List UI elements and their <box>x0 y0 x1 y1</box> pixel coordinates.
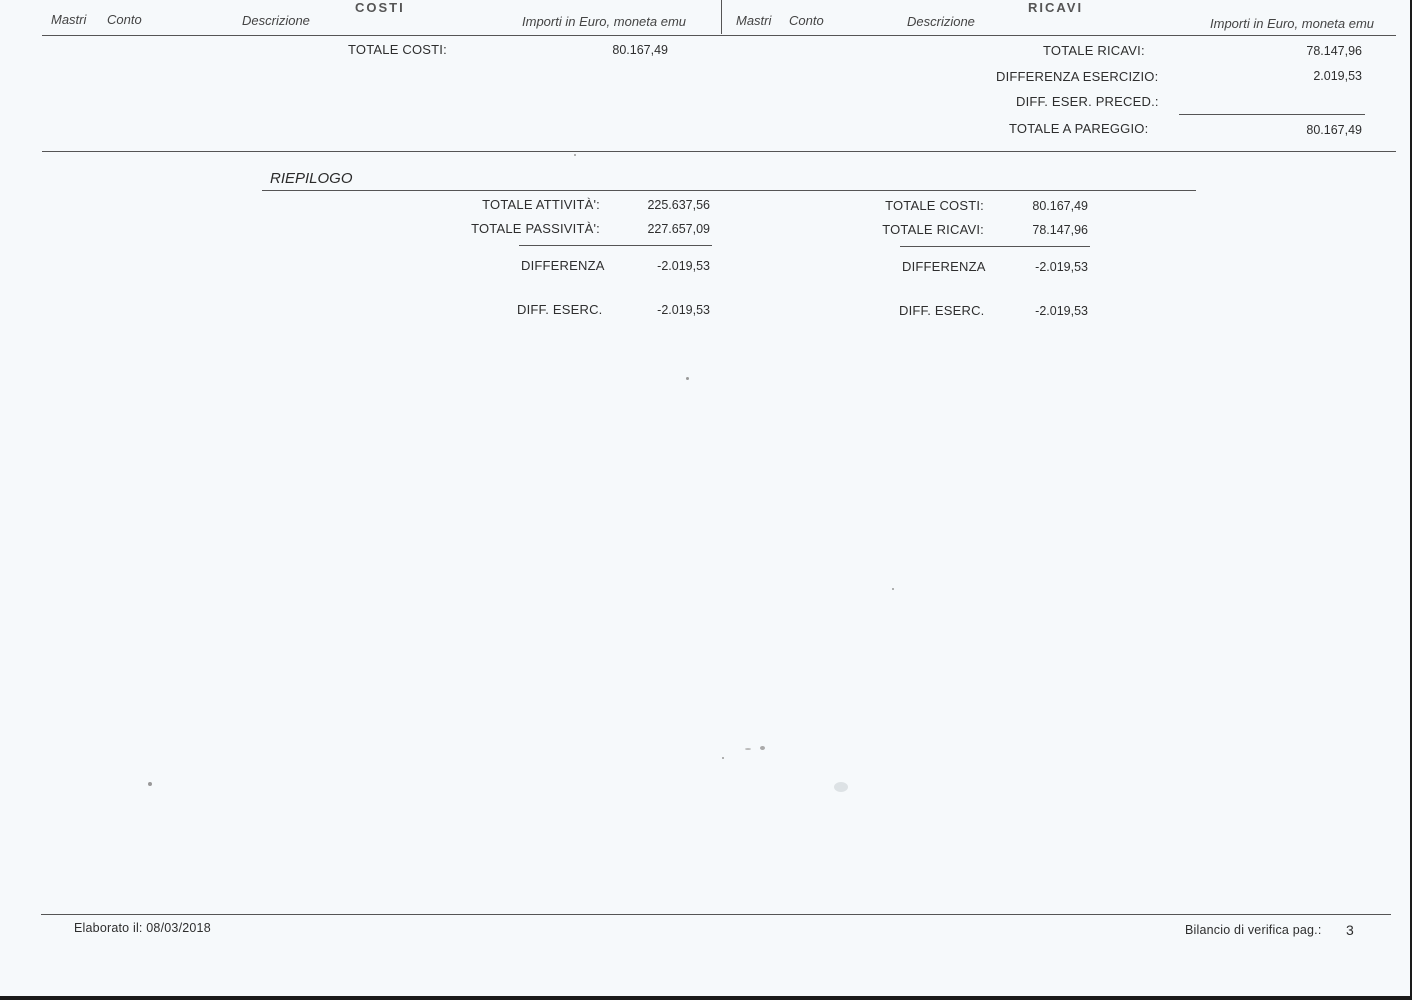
header-left-mastri: Mastri <box>51 12 87 27</box>
riepilogo-left-diff-eserc-value: -2.019,53 <box>657 303 710 317</box>
riepilogo-right-differenza-value: -2.019,53 <box>1035 260 1088 274</box>
scan-speck <box>722 757 724 759</box>
totale-pareggio-value: 80.167,49 <box>1306 123 1362 137</box>
riepilogo-attivita-label: TOTALE ATTIVITÀ': <box>482 197 600 212</box>
riepilogo-right-diff-eserc-value: -2.019,53 <box>1035 304 1088 318</box>
riepilogo-attivita-value: 225.637,56 <box>647 198 710 212</box>
scan-speck <box>892 588 894 590</box>
scan-speck <box>148 782 152 786</box>
scan-speck <box>574 154 576 156</box>
riepilogo-left-diff-eserc-label: DIFF. ESERC. <box>517 302 603 317</box>
riepilogo-underline <box>262 190 1196 191</box>
header-underline <box>42 35 1396 36</box>
pareggio-rule <box>1179 114 1365 115</box>
totale-ricavi-label: TOTALE RICAVI: <box>1043 43 1145 58</box>
totale-costi-value: 80.167,49 <box>612 43 668 57</box>
riepilogo-ricavi-label: TOTALE RICAVI: <box>882 222 984 237</box>
header-left-descrizione: Descrizione <box>242 13 310 28</box>
header-right-descrizione: Descrizione <box>907 14 975 29</box>
riepilogo-right-diff-eserc-label: DIFF. ESERC. <box>899 303 985 318</box>
riepilogo-passivita-label: TOTALE PASSIVITÀ': <box>471 221 600 236</box>
footer-page-number: 3 <box>1346 922 1354 938</box>
header-left-importi: Importi in Euro, moneta emu <box>522 14 687 29</box>
riepilogo-left-rule <box>519 245 712 246</box>
riepilogo-left-differenza-label: DIFFERENZA <box>521 258 605 273</box>
riepilogo-ricavi-value: 78.147,96 <box>1032 223 1088 237</box>
diff-eser-preced-label: DIFF. ESER. PRECED.: <box>1016 94 1159 109</box>
header-right-mastri: Mastri <box>736 13 772 28</box>
riepilogo-costi-label: TOTALE COSTI: <box>885 198 984 213</box>
riepilogo-left-differenza-value: -2.019,53 <box>657 259 710 273</box>
page-edge-bottom <box>0 996 1412 1000</box>
header-right-importi: Importi in Euro, moneta emu <box>1210 16 1375 31</box>
scan-speck <box>760 746 765 750</box>
riepilogo-right-rule <box>900 246 1090 247</box>
totale-pareggio-label: TOTALE A PAREGGIO: <box>1009 121 1149 136</box>
totale-ricavi-value: 78.147,96 <box>1306 44 1362 58</box>
riepilogo-right-differenza-label: DIFFERENZA <box>902 259 986 274</box>
riepilogo-passivita-value: 227.657,09 <box>647 222 710 236</box>
differenza-esercizio-value: 2.019,53 <box>1313 69 1362 83</box>
header-left-conto: Conto <box>107 12 142 27</box>
scan-speck <box>834 782 848 792</box>
header-right-conto: Conto <box>789 13 824 28</box>
header-column-divider <box>721 0 722 34</box>
scan-speck <box>745 748 751 750</box>
differenza-esercizio-label: DIFFERENZA ESERCIZIO: <box>996 69 1159 84</box>
ricavi-section-title: RICAVI <box>1028 0 1084 15</box>
totale-costi-label: TOTALE COSTI: <box>348 42 447 57</box>
totals-bottom-rule <box>42 151 1396 152</box>
footer-elaborato: Elaborato il: 08/03/2018 <box>74 921 211 935</box>
riepilogo-costi-value: 80.167,49 <box>1032 199 1088 213</box>
costi-section-title: COSTI <box>355 0 405 15</box>
scan-speck <box>686 377 689 380</box>
footer-pagina-label: Bilancio di verifica pag.: <box>1185 923 1322 937</box>
riepilogo-title: RIEPILOGO <box>270 170 353 187</box>
footer-rule <box>41 914 1391 915</box>
